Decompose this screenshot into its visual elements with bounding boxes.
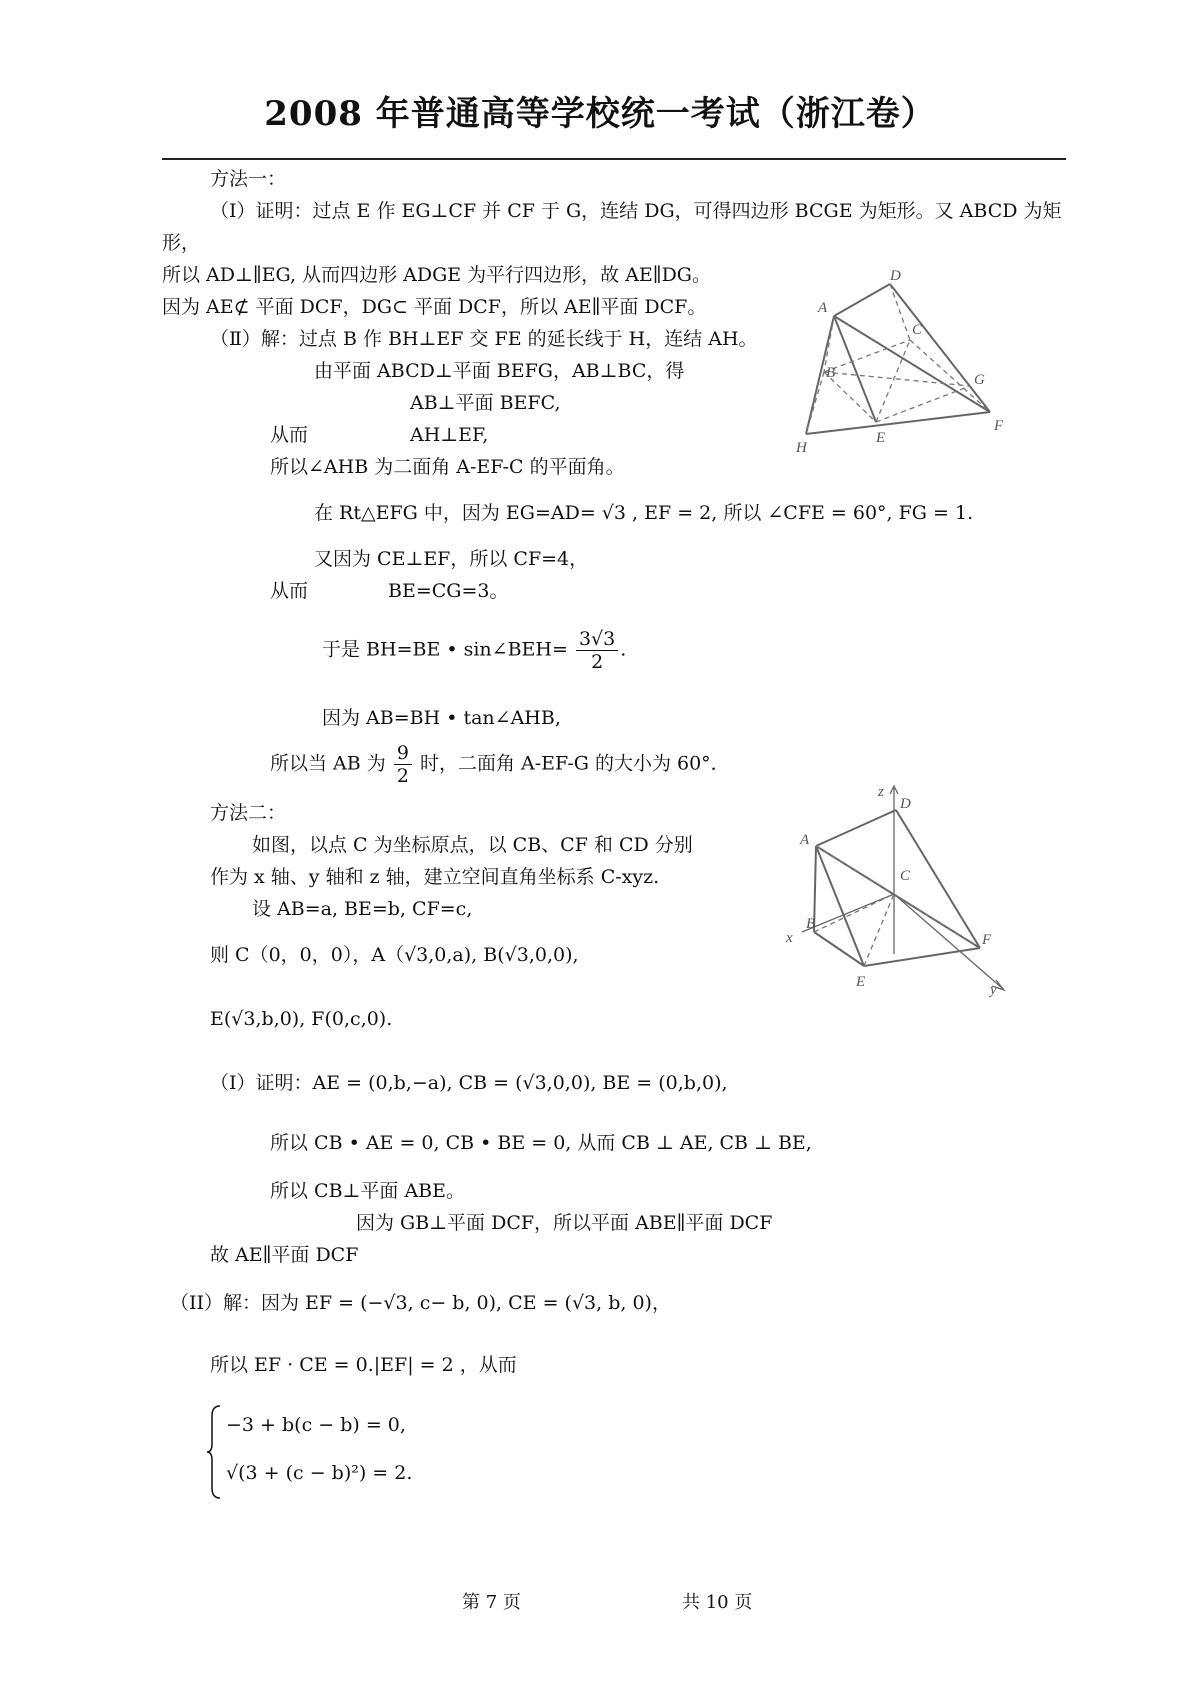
- document-title: 2008 年普通高等学校统一考试（浙江卷）: [264, 94, 936, 134]
- method1-line-5: （Ⅱ）解：过点 B 作 BH⊥EF 交 FE 的延长线于 H，连结 AH。: [210, 328, 758, 350]
- fig2-label-a: A: [800, 832, 810, 848]
- figure-2-coordinate-diagram: [770, 784, 1020, 998]
- system-brace-icon: [206, 1404, 224, 1500]
- method1-heading: 方法一：: [210, 168, 287, 190]
- fig1-label-a: A: [818, 300, 828, 316]
- method2-line-4: 则 C（0，0，0），A（√3,0,a), B(√3,0,0),: [210, 944, 579, 966]
- footer-page-number: 第 7 页: [462, 1592, 521, 1613]
- method1-line-7: AB⊥平面 BEFC,: [410, 392, 561, 414]
- method2-line-12: 所以 EF · CE = 0.|EF| = 2 ，从而: [210, 1354, 517, 1376]
- method1-line-10: 在 Rt△EFG 中，因为 EG=AD= √3 , EF = 2, 所以 ∠CFE = 60°, FG = 1.: [314, 502, 974, 524]
- system-equation-1: −3 + b(c − b) = 0,: [226, 1414, 406, 1436]
- fig2-label-e: E: [856, 974, 866, 990]
- fig2-label-b: B: [806, 916, 816, 932]
- method1-line-12b: BE=CG=3。: [388, 580, 509, 602]
- method1-line-13: [322, 628, 626, 673]
- method1-line-13-end: .: [620, 638, 627, 661]
- fig2-label-y: y: [990, 982, 997, 998]
- method1-line-14: 因为 AB=BH • tan∠AHB,: [322, 707, 561, 729]
- fig1-label-f: F: [994, 418, 1004, 434]
- fig2-label-d: D: [900, 796, 911, 812]
- method1-line-15: [270, 742, 730, 787]
- fraction-denominator: 2: [591, 651, 604, 673]
- fig2-label-x: x: [786, 930, 793, 946]
- fig1-label-g: G: [974, 372, 985, 388]
- method1-line-6: 由平面 ABCD⊥平面 BEFG，AB⊥BC，得: [314, 360, 685, 382]
- method1-line-9: 所以∠AHB 为二面角 A-EF-C 的平面角。: [270, 456, 625, 478]
- fig1-label-e: E: [876, 430, 886, 446]
- fig2-label-f: F: [982, 932, 992, 948]
- method2-line-2: 作为 x 轴、y 轴和 z 轴，建立空间直角坐标系 C-xyz.: [210, 866, 660, 888]
- fig1-label-c: C: [912, 322, 923, 338]
- method1-line-8b: AH⊥EF,: [410, 424, 489, 446]
- fig2-label-z: z: [878, 784, 884, 800]
- method2-heading: 方法二：: [210, 802, 287, 824]
- fig1-label-h: H: [796, 440, 807, 456]
- footer-total-pages: 共 10 页: [682, 1592, 753, 1613]
- method2-line-5: E(√3,b,0), F(0,c,0).: [210, 1008, 393, 1030]
- method1-fraction-9-over-2: [394, 742, 412, 787]
- fig1-label-b: B: [826, 365, 836, 381]
- method2-line-10: 故 AE∥平面 DCF: [210, 1244, 359, 1266]
- method2-line-7: 所以 CB • AE = 0, CB • BE = 0, 从而 CB ⊥ AE, CB ⊥ BE,: [270, 1132, 812, 1154]
- method2-line-1: 如图，以点 C 为坐标原点，以 CB、CF 和 CD 分别: [252, 834, 693, 856]
- method1-line-8a: 从而: [270, 424, 309, 446]
- figure-1-solid-diagram: [780, 262, 1020, 462]
- system-equation-2: √(3 + (c − b)²) = 2.: [226, 1462, 413, 1484]
- title-rule: [162, 158, 1066, 160]
- fraction-numerator: 9: [394, 742, 412, 765]
- method1-line-12a: 从而: [270, 580, 309, 602]
- fraction-numerator: 3√3: [576, 628, 618, 651]
- method2-line-3: 设 AB=a, BE=b, CF=c,: [252, 898, 473, 920]
- method1-line-15-end: 时，二面角 A-EF-G 的大小为 60°．: [419, 752, 730, 775]
- method1-line-4: 因为 AE⊄ 平面 DCF，DG⊂ 平面 DCF，所以 AE∥平面 DCF。: [162, 296, 707, 318]
- method1-line-2: 形，: [162, 232, 201, 254]
- method1-line-11: 又因为 CE⊥EF，所以 CF=4，: [314, 548, 589, 570]
- method1-line-13-text: 于是 BH=BE • sin∠BEH=: [322, 638, 568, 661]
- method2-line-9: 因为 GB⊥平面 DCF，所以平面 ABE∥平面 DCF: [356, 1212, 773, 1234]
- method2-line-6: （Ⅰ）证明：AE = (0,b,−a), CB = (√3,0,0), BE = (0,b,0),: [210, 1072, 728, 1094]
- method2-line-11: （II）解：因为 EF = (−√3, c− b, 0), CE = (√3, b, 0)，: [170, 1292, 671, 1314]
- method1-line-15-text: 所以当 AB 为: [270, 752, 386, 775]
- method1-line-1: （Ⅰ）证明：过点 E 作 EG⊥CF 并 CF 于 G，连结 DG，可得四边形 BCGE 为矩形。又 ABCD 为矩: [210, 200, 1062, 222]
- fraction-denominator: 2: [396, 765, 409, 787]
- fig2-label-c: C: [900, 868, 911, 884]
- method2-line-8: 所以 CB⊥平面 ABE。: [270, 1180, 466, 1202]
- fig1-label-d: D: [890, 268, 901, 284]
- method1-line-3: 所以 AD⊥∥EG, 从而四边形 ADGE 为平行四边形，故 AE∥DG。: [162, 264, 711, 286]
- method1-fraction-3sqrt3-over-2: [576, 628, 618, 673]
